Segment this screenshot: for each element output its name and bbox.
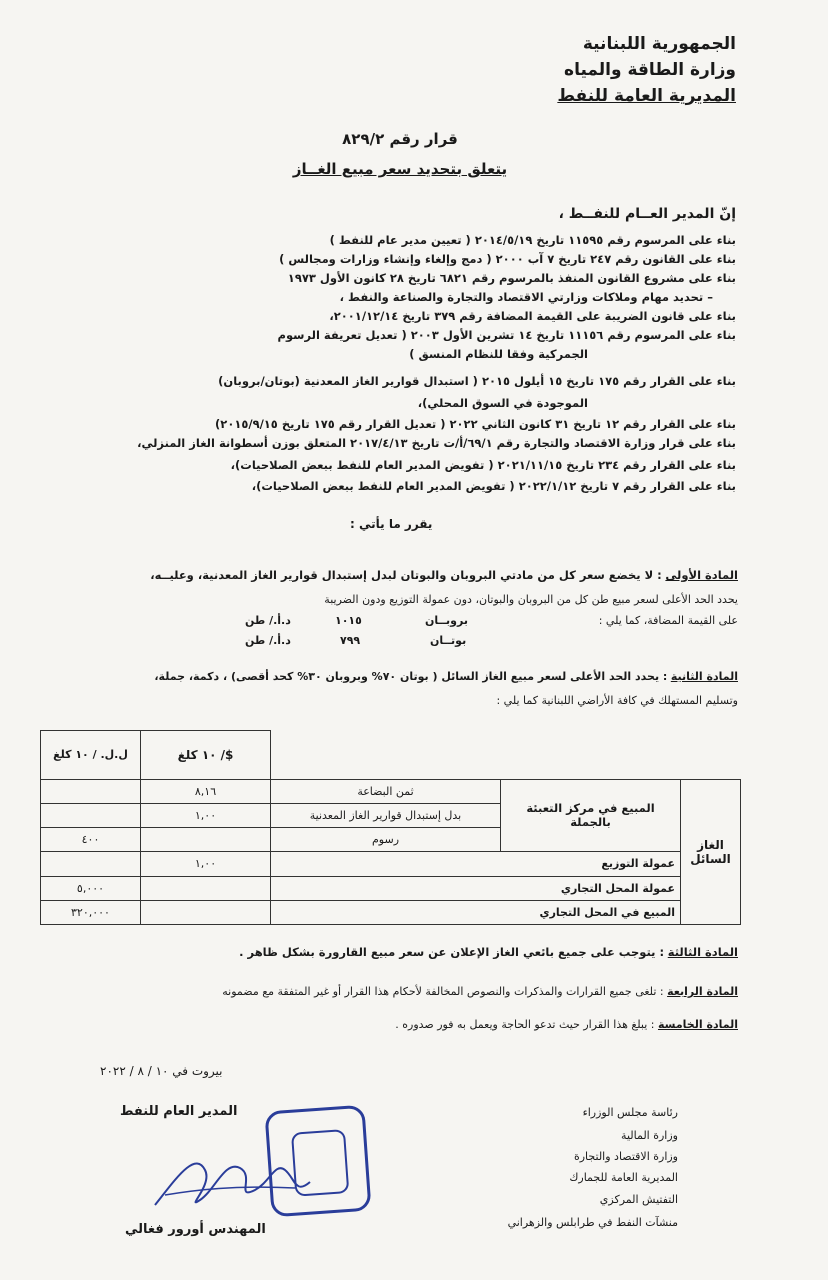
article-3-text: : يتوجب على جميع بائعي الغاز الإعلان عن سعر مبيع القارورة بشكل ظاهر . xyxy=(239,945,665,959)
butane-value: ٧٩٩ xyxy=(340,634,361,647)
row-label: عمولة المحل التجاري xyxy=(271,876,681,900)
article-2-line2: وتسليم المستهلك في كافة الأراضي اللبنانية كما يلي : xyxy=(496,694,738,707)
preamble-line: بناء على القانون رقم ٢٤٧ تاريخ ٧ آب ٢٠٠٠ ( دمج وإلغاء وإنشاء وزارات ومجالس ) xyxy=(279,252,736,266)
group-label: الغاز السائل xyxy=(681,779,741,925)
preamble-intro: إنّ المدير العــام للنفــط ، xyxy=(558,206,736,222)
article-3-label: المادة الثالثة xyxy=(667,945,738,959)
issue-date: بيروت في ١٠ / ٨ / ٢٠٢٢ xyxy=(100,1064,223,1078)
signature-title: المدير العام للنفط xyxy=(120,1104,238,1119)
distribution-item: وزارة الاقتصاد والتجارة xyxy=(573,1150,678,1163)
preamble-line: – تحديد مهام وملاكات وزارتي الاقتصاد والتجارة والصناعة والنفط ، xyxy=(339,290,713,304)
preamble-line: بناء على قانون الضريبة على القيمة المضافة رقم ٣٧٩ تاريخ ٢٠٠١/١٢/١٤، xyxy=(329,309,736,323)
distribution-item: وزارة المالية xyxy=(621,1129,678,1142)
article-4 xyxy=(38,985,738,998)
row-label: المبيع في المحل التجاري xyxy=(271,900,681,924)
header-ministry: وزارة الطاقة والمياه xyxy=(564,60,736,80)
header-lbp: ل.ل. / ١٠ كلغ xyxy=(41,731,141,780)
article-4-label: المادة الرابعة xyxy=(667,985,738,998)
row-usd: ١,٠٠ xyxy=(141,852,271,876)
row-usd: ١,٠٠ xyxy=(141,803,271,827)
row-lbp: ٥,٠٠٠ xyxy=(41,876,141,900)
article-1 xyxy=(78,568,738,582)
article-5-text: : يبلغ هذا القرار حيث تدعو الحاجة ويعمل به فور صدوره . xyxy=(395,1018,655,1031)
row-lbp xyxy=(41,803,141,827)
preamble-line: الموجودة في السوق المحلي)، xyxy=(417,396,588,410)
article-2-text: : يحدد الحد الأعلى لسعر مبيع الغاز السائل ( بوتان ٧٠% وبروبان ٣٠% كحد أقصى) ، دكمة، جملة، xyxy=(154,670,668,683)
propane-label: بروبــان xyxy=(425,614,468,627)
official-stamp xyxy=(264,1105,371,1218)
article-1-line2: يحدد الحد الأعلى لسعر مبيع طن كل من البروبان والبوتان، دون عمولة التوزيع ودون الضريبة xyxy=(324,593,738,606)
preamble-line: بناء على المرسوم رقم ١١١٥٦ تاريخ ١٤ تشرين الأول ٢٠٠٣ ( تعديل تعريفة الرسوم xyxy=(277,328,736,342)
preamble-line: الجمركية وفقا للنظام المنسق ) xyxy=(409,347,588,361)
header-usd: $/ ١٠ كلغ xyxy=(141,731,271,780)
row-lbp xyxy=(41,779,141,803)
row-label: عمولة التوزيع xyxy=(271,852,681,876)
distribution-item: المديرية العامة للجمارك xyxy=(569,1171,678,1184)
article-2 xyxy=(58,670,738,683)
article-3 xyxy=(78,945,738,959)
preamble-line: بناء على مشروع القانون المنفذ بالمرسوم رقم ٦٨٢١ تاريخ ٢٨ كانون الأول ١٩٧٣ xyxy=(287,271,736,285)
preamble-line: بناء على القرار رقم ٧ تاريخ ٢٠٢٢/١/١٢ ( تفويض المدير العام للنفط ببعض الصلاحيات)، xyxy=(251,479,736,493)
row-usd xyxy=(141,876,271,900)
header-directorate: المديرية العامة للنفط xyxy=(557,86,736,106)
article-1-label: المادة الأولى xyxy=(665,568,738,582)
decides-text: يقرر ما يأتي : xyxy=(350,517,433,531)
distribution-item: رئاسة مجلس الوزراء xyxy=(582,1106,678,1119)
preamble-line: بناء على القرار رقم ١٢ تاريخ ٣١ كانون الثاني ٢٠٢٢ ( تعديل القرار رقم ١٧٥ تاريخ ٢٠١٥/٩/١٥) xyxy=(215,417,736,431)
propane-unit: د.أ./ طن xyxy=(245,614,291,627)
row-usd: ٨,١٦ xyxy=(141,779,271,803)
article-2-label: المادة الثانية xyxy=(670,670,738,683)
article-1-text: : لا يخضع سعر كل من مادتي البروبان والبوتان لبدل إستبدال قوارير الغاز المعدنية، وعليــه، xyxy=(150,568,662,582)
distribution-item: منشآت النفط في طرابلس والزهراني xyxy=(507,1216,678,1229)
row-label: بدل إستبدال قوارير الغاز المعدنية xyxy=(271,803,501,827)
row-usd xyxy=(141,900,271,924)
row-label: رسوم xyxy=(271,828,501,852)
butane-unit: د.أ./ طن xyxy=(245,634,291,647)
price-table xyxy=(40,730,741,925)
row-usd xyxy=(141,828,271,852)
preamble-line: بناء على القرار رقم ١٧٥ تاريخ ١٥ أيلول ٢٠١٥ ( استبدال قوارير الغاز المعدنية (بوتان/بروبان) xyxy=(218,374,736,388)
article-5 xyxy=(78,1018,738,1031)
signatory-name: المهندس أورور فغالي xyxy=(125,1222,266,1237)
propane-value: ١٠١٥ xyxy=(335,614,362,627)
article-1-line3: على القيمة المضافة، كما يلي : xyxy=(598,614,738,627)
butane-label: بوتــان xyxy=(430,634,467,647)
row-label: ثمن البضاعة xyxy=(271,779,501,803)
distribution-item: التفتيش المركزي xyxy=(599,1193,678,1206)
row-lbp: ٣٢٠,٠٠٠ xyxy=(41,900,141,924)
wholesale-label: المبيع في مركز التعبئة بالجملة xyxy=(501,779,681,852)
article-5-label: المادة الخامسة xyxy=(657,1018,738,1031)
preamble-line: بناء على قرار وزارة الاقتصاد والتجارة رقم ٦٩/١/أ/ت تاريخ ٢٠١٧/٤/١٣ المتعلق بوزن أسطوانة الغاز المنزلي، xyxy=(137,436,736,450)
article-4-text: : تلغى جميع القرارات والمذكرات والنصوص المخالفة لأحكام هذا القرار أو غير المتفقة مع مضمونه xyxy=(222,985,664,998)
row-lbp xyxy=(41,852,141,876)
row-lbp: ٤٠٠ xyxy=(41,828,141,852)
preamble-line: بناء على المرسوم رقم ١١٥٩٥ تاريخ ٢٠١٤/٥/١٩ ( تعيين مدير عام للنفط ) xyxy=(329,233,736,247)
header-republic: الجمهورية اللبنانية xyxy=(582,34,736,54)
decision-subject: يتعلق بتحديد سعر مبيع الغــاز xyxy=(292,160,508,178)
preamble-line: بناء على القرار رقم ٢٣٤ تاريخ ٢٠٢١/١١/١٥ ( تفويض المدير العام للنفط ببعض الصلاحيات)، xyxy=(230,458,736,472)
decision-number: قرار رقم ٨٢٩/٢ xyxy=(342,130,458,148)
